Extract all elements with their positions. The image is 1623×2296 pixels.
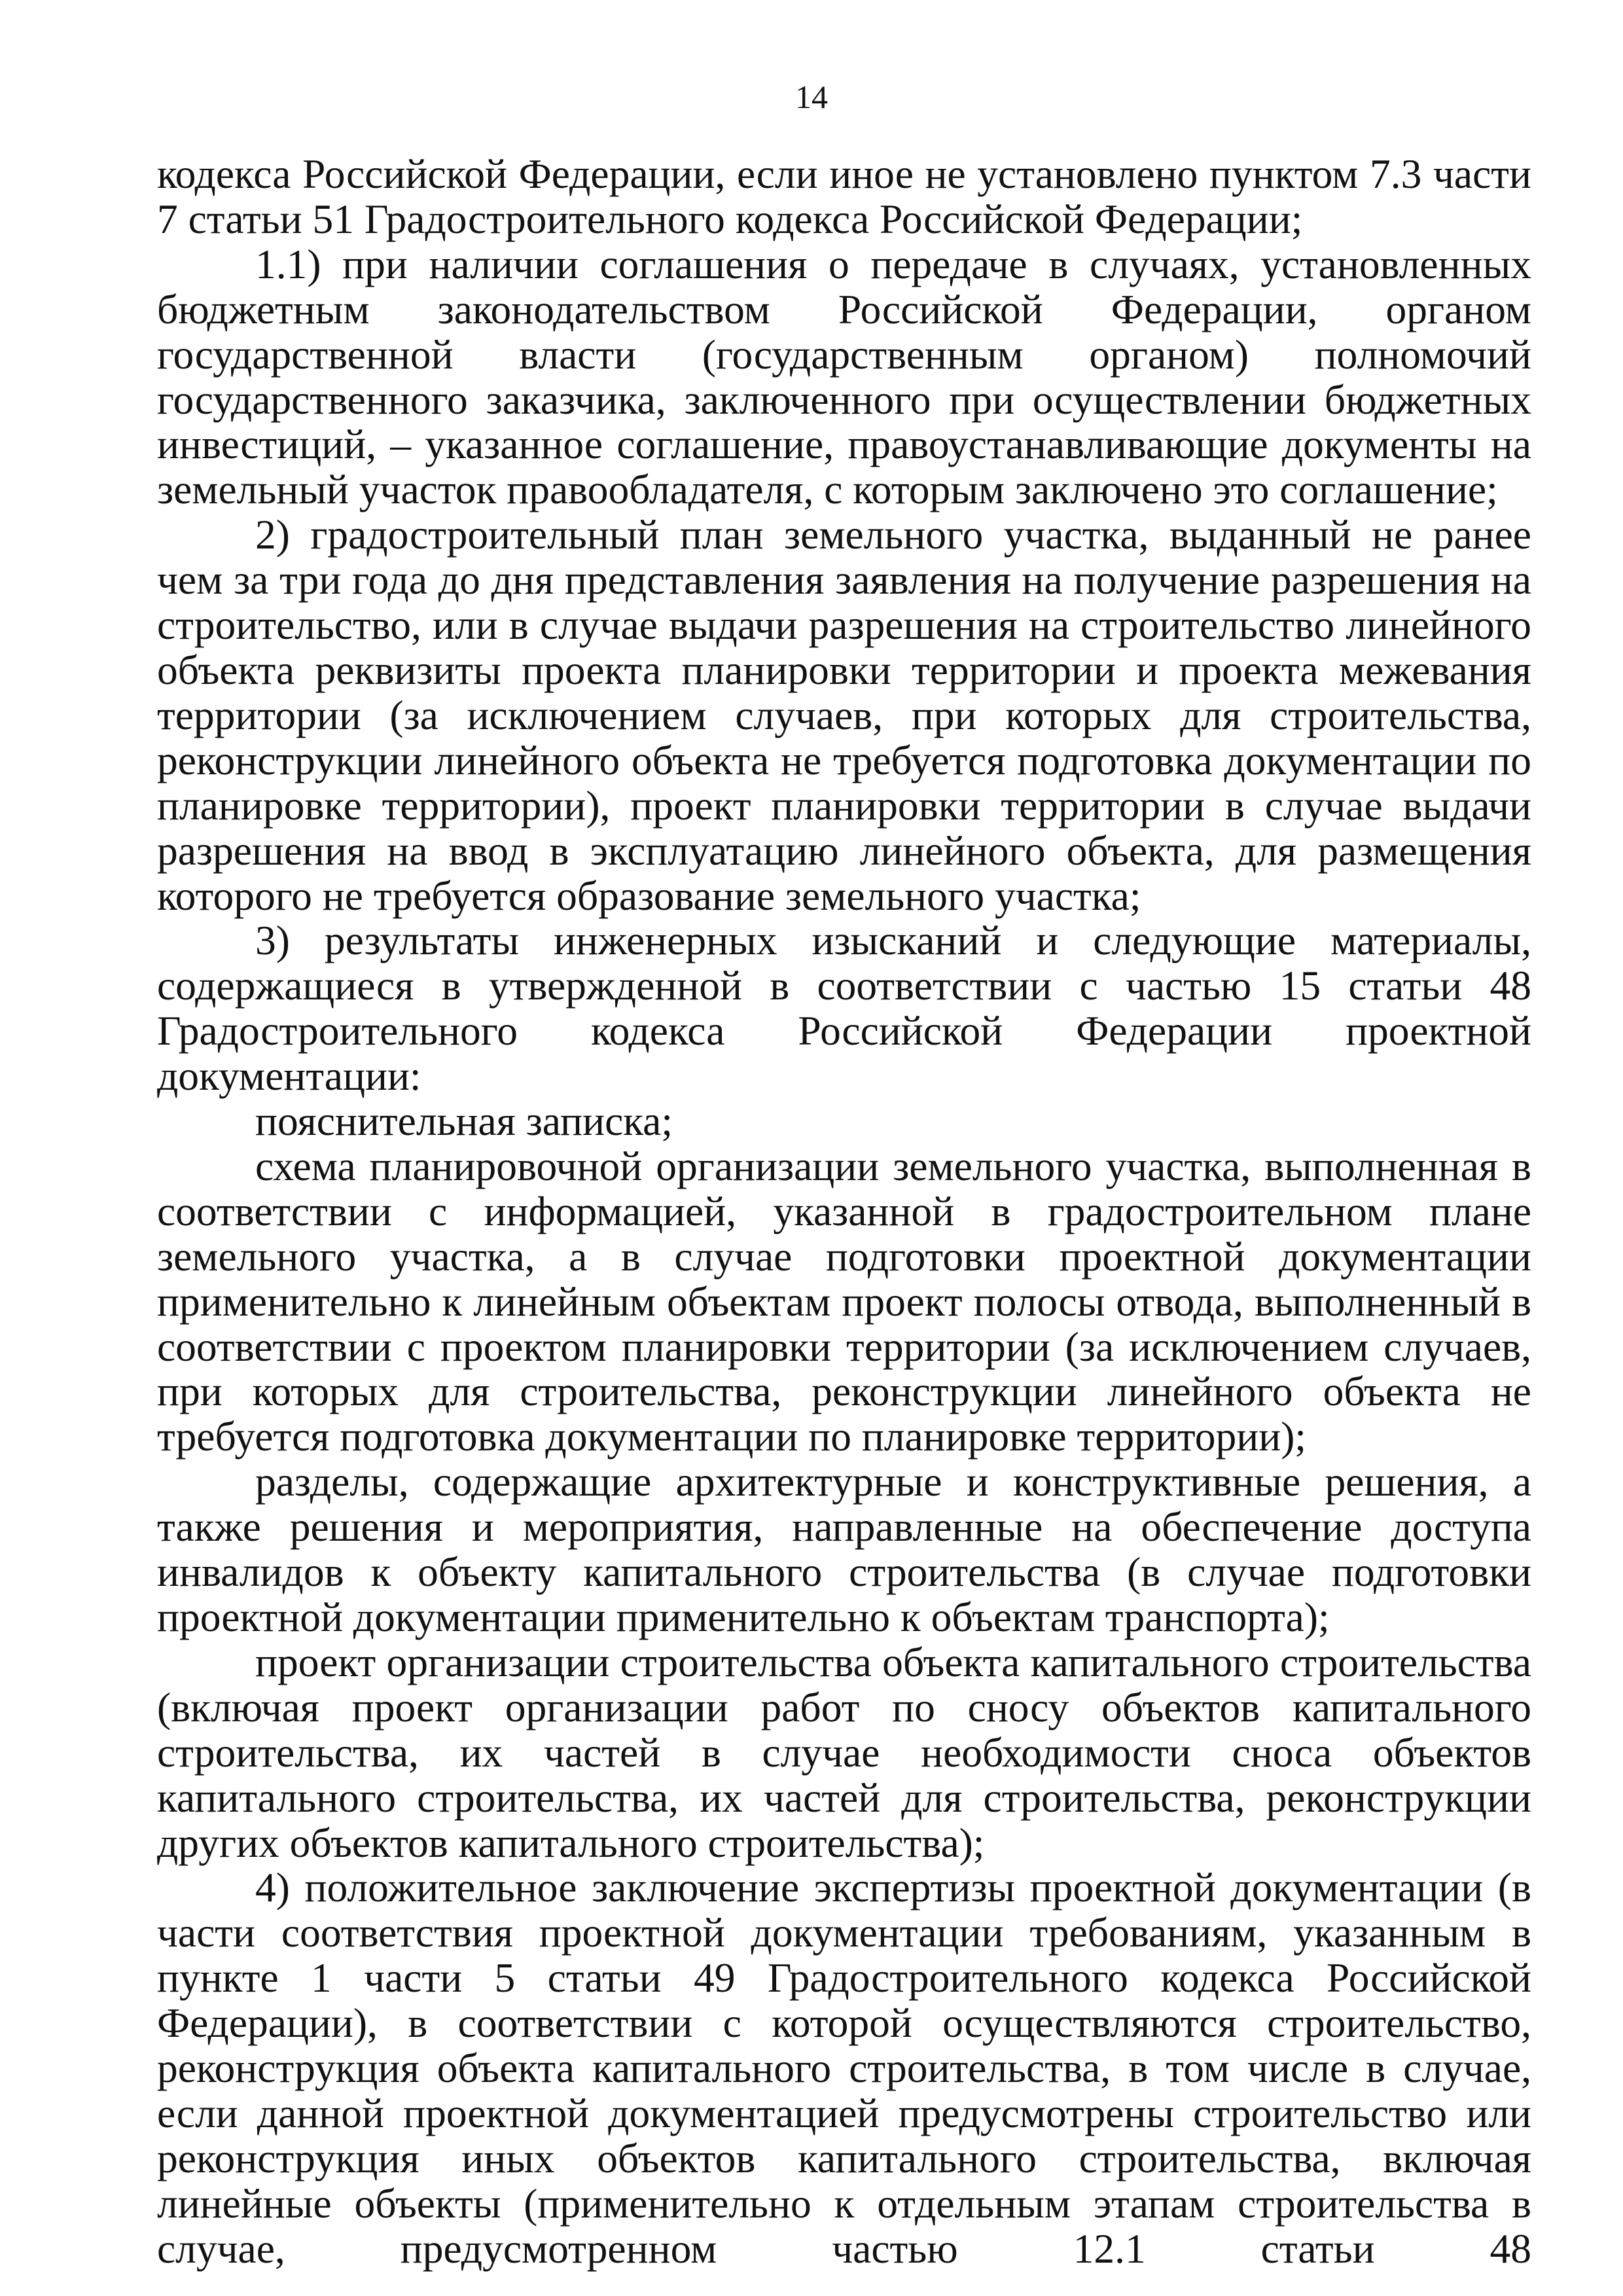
paragraph-explanatory-note: пояснительная записка; xyxy=(255,1098,673,1145)
page-number: 14 xyxy=(795,79,828,115)
paragraph-continuation: кодекса Российской Федерации, если иное не установлено пунктом 7.3 части 7 статьи 51 Градостроительного кодекса Российской Федерации; xyxy=(157,151,1531,242)
paragraph-architectural-sections: разделы, содержащие архитектурные и конструктивные решения, а также решения и мероприятия, направленные на обеспечение доступа инвалидов к объекту капитального строительства (в случае подготовки проектной документации применительно к объектам транспорта); xyxy=(157,1458,1531,1640)
document-body xyxy=(157,152,1531,2272)
paragraph-item-1-1: 1.1) при наличии соглашения о передаче в случаях, установленных бюджетным законодательством Российской Федерации, органом государственной власти (государственным органом) полномочий государственного заказчика, заключенного при осуществлении бюджетных инвестиций, – указанное соглашение, правоустанавливающие документы на земельный участок правообладателя, с которым заключено это соглашение; xyxy=(157,240,1531,513)
paragraph-item-2: 2) градостроительный план земельного участка, выданный не ранее чем за три года до дня представления заявления на получение разрешения на строительство, или в случае выдачи разрешения на строительство линейного объекта реквизиты проекта планировки территории и проекта межевания территории (за исключением случаев, при которых для строительства, реконструкции линейного объекта не требуется подготовка документации по планировке территории), проект планировки территории в случае выдачи разрешения на ввод в эксплуатацию линейного объекта, для размещения которого не требуется образование земельного участка; xyxy=(157,511,1531,919)
paragraph-item-4: 4) положительное заключение экспертизы проектной документации (в части соответствия проектной документации требованиям, указанным в пункте 1 части 5 статьи 49 Градостроительного кодекса Российской Федерации), в соответствии с которой осуществляются строительство, реконструкция объекта капитального строительства, в том числе в случае, если данной проектной документацией предусмотрены строительство или реконструкция иных объектов капитального строительства, включая линейные объекты (применительно к отдельным этапам строительства в случае, предусмотренном частью 12.1 статьи 48 xyxy=(157,1864,1531,2272)
paragraph-construction-organization: проект организации строительства объекта капитального строительства (включая проект организации работ по сносу объектов капитального строительства, их частей в случае необходимости сноса объектов капитального строительства, их частей для строительства, реконструкции других объектов капитального строительства); xyxy=(157,1638,1531,1866)
paragraph-item-3: 3) результаты инженерных изысканий и следующие материалы, содержащиеся в утвержденной в соответствии с частью 15 статьи 48 Градостроительного кодекса Российской Федерации проектной документации: xyxy=(157,917,1531,1100)
paragraph-site-plan-scheme: схема планировочной организации земельного участка, выполненная в соответствии с информацией, указанной в градостроительном плане земельного участка, а в случае подготовки проектной документации применительно к линейным объектам проект полосы отвода, выполненный в соответствии с проектом планировки территории (за исключением случаев, при которых для строительства, реконструкции линейного объекта не требуется подготовка документации по планировке территории); xyxy=(157,1142,1531,1460)
